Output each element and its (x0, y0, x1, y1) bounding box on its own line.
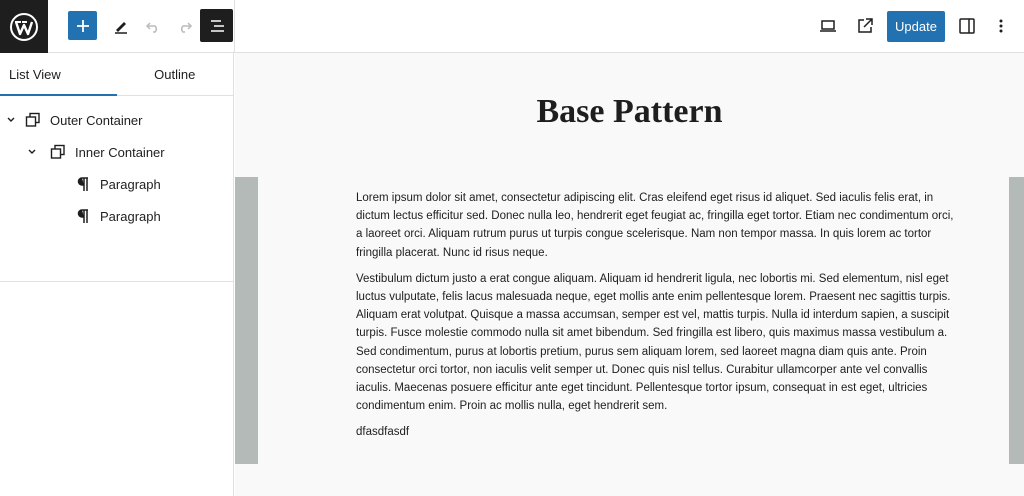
desktop-icon (819, 17, 837, 35)
group-icon (24, 111, 42, 129)
undo-button[interactable] (138, 11, 167, 40)
settings-button[interactable] (952, 11, 981, 40)
editor-toolbar (0, 0, 1024, 53)
list-item-inner-container[interactable] (0, 136, 233, 168)
inner-container-block[interactable] (258, 177, 1009, 464)
tools-button[interactable] (106, 11, 135, 40)
list-item-outer-container[interactable] (0, 104, 233, 136)
outer-container-block[interactable] (235, 177, 1024, 464)
preview-button[interactable] (813, 11, 842, 40)
plus-icon (76, 19, 90, 33)
list-item-paragraph[interactable] (0, 200, 233, 232)
paragraph-block[interactable]: dfasdfasdf (356, 426, 410, 439)
sidebar-divider (0, 281, 234, 282)
sidebar-toggle-icon (958, 17, 976, 35)
list-item-label: Inner Container (75, 144, 165, 160)
editor-canvas (235, 53, 1024, 496)
post-title[interactable]: Base Pattern (536, 93, 723, 130)
wordpress-icon (9, 12, 39, 42)
tab-outline[interactable]: Outline (154, 67, 196, 82)
pen-icon (112, 17, 130, 35)
undo-icon (144, 17, 162, 35)
group-icon (49, 143, 67, 161)
redo-icon (176, 17, 194, 35)
document-overview-button[interactable] (200, 9, 233, 42)
paragraph-icon (74, 175, 92, 193)
chevron-down-icon[interactable] (6, 115, 16, 125)
options-button[interactable] (986, 11, 1015, 40)
redo-button[interactable] (170, 11, 199, 40)
wordpress-logo-button[interactable] (0, 0, 48, 53)
content-area (356, 189, 956, 450)
list-item-paragraph[interactable] (0, 168, 233, 200)
list-view-icon (208, 17, 226, 35)
list-item-label: Paragraph (100, 176, 161, 192)
paragraph-block[interactable]: Lorem ipsum dolor sit amet, consectetur adipiscing elit. Cras eleifend eget risus id aliquet. Sed iaculis felis erat, in dictum lectus efficitur sed. Donec nulla leo, hendrerit eget feugiat ac, fringilla eget tortor. Etiam nec condimentum orci, a laoreet orci. Aliquam rutrum purus ut turpis congue scelerisque. Nam non tempor massa. In quis lorem ac tortor fringilla placerat. Nunc id risus neque. (356, 192, 954, 259)
block-tree (0, 96, 233, 232)
chevron-down-icon[interactable] (27, 147, 37, 157)
paragraph-icon (74, 207, 92, 225)
update-button[interactable]: Update (887, 11, 945, 42)
paragraph-block[interactable]: Vestibulum dictum justo a erat congue aliquam. Aliquam id hendrerit ligula, nec lobortis mi. Sed elementum, nisl eget luctus vulputate, felis lacus malesuada neque, eget mollis ante enim pellentesque lorem. Praesent nec sagittis turpis. Aliquam erat volutpat. Quisque a massa accumsan, semper est vel, mattis turpis. Nulla id interdum sapien, a suscipit turpis. Fusce molestie commodo nulla sit amet bibendum. Sed fringilla est libero, quis maximus massa vestibulum a. Sed condimentum, purus at lobortis pretium, purus sem aliquam lorem, sed laoreet magna diam quis ante. Proin consectetur orci tortor, non iaculis velit semper ut. Donec quis nisl tellus. Curabitur ullamcorper ante vel convallis iaculis. Maecenas posuere efficitur ante eget tincidunt. Pellentesque tortor ipsum, consequat in est eget, ultricies condimentum enim. Proin ac mollis nulla, eget hendrerit sem. (356, 272, 951, 413)
tab-list-view[interactable]: List View (9, 67, 61, 82)
external-link-icon (856, 17, 874, 35)
list-item-label: Outer Container (50, 112, 143, 128)
add-block-button[interactable] (68, 11, 97, 40)
view-post-button[interactable] (850, 11, 879, 40)
list-item-label: Paragraph (100, 208, 161, 224)
list-view-sidebar (0, 53, 234, 496)
toolbar-divider (234, 0, 235, 53)
more-vertical-icon (992, 17, 1010, 35)
sidebar-tabs (0, 53, 233, 96)
